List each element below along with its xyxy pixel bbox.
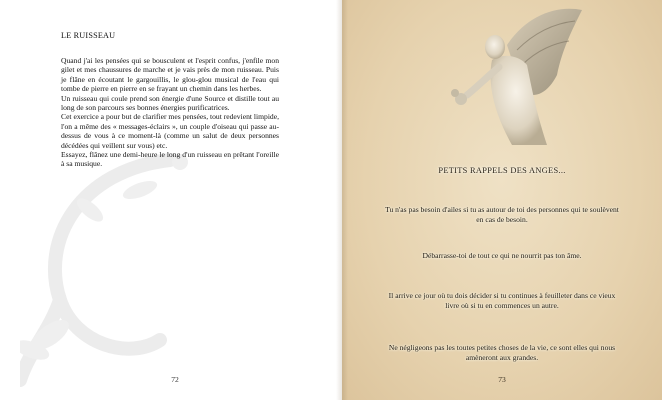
floral-ornament-icon — [20, 150, 220, 390]
section-title: PETITS RAPPELS DES ANGES... — [438, 166, 566, 175]
paragraph: Un ruisseau qui coule prend son énergie d'une Source et distille tout au long de son parcours ses bonnes énergies purificatrices. — [61, 93, 279, 113]
page-number-left: 72 — [171, 375, 179, 384]
page-number-right: 73 — [498, 375, 506, 384]
paragraph: Essayez, flânez une demi-heure le long d'un ruisseau en prêtant l'oreille à sa musique. — [61, 150, 279, 169]
angel-quote: Ne négligeons pas les toutes petites choses de la vie, ce sont elles qui nous amèneront aux grandes. — [388, 343, 616, 362]
right-page — [342, 0, 662, 400]
paragraph: Cet exercice a pour but de clarifier mes pensées, tout redevient limpide, l'on a même des « messages-éclairs », un couple d'oiseau qui passe au-dessus de vous à ce moment-là (comme un salut de deux personnes décédées qui veillent sur vous) etc. — [61, 112, 279, 150]
angel-statue-icon — [437, 5, 587, 145]
angel-quote: Tu n'as pas besoin d'ailes si tu as autour de toi des personnes qui te soulèvent en cas de besoin. — [385, 205, 619, 224]
chapter-title: LE RUISSEAU — [61, 31, 116, 40]
angel-quote: Débarrasse-toi de tout ce qui ne nourrit pas ton âme. — [422, 251, 582, 260]
body-text — [61, 56, 279, 169]
paragraph: Quand j'ai les pensées qui se bousculent et l'esprit confus, j'enfile mon gilet et mes chaussures de marche et je vais près de mon ruisseau. Puis je flâne en écoutant le gargouillis, le glou-glou musical de l'eau qui tombe de pierre en pierre en se frayant un chemin dans les herbes. — [61, 56, 279, 94]
angel-quote: Il arrive ce jour où tu dois décider si tu continues à feuilleter dans ce vieux livre où si tu en commences un autre. — [388, 291, 616, 310]
